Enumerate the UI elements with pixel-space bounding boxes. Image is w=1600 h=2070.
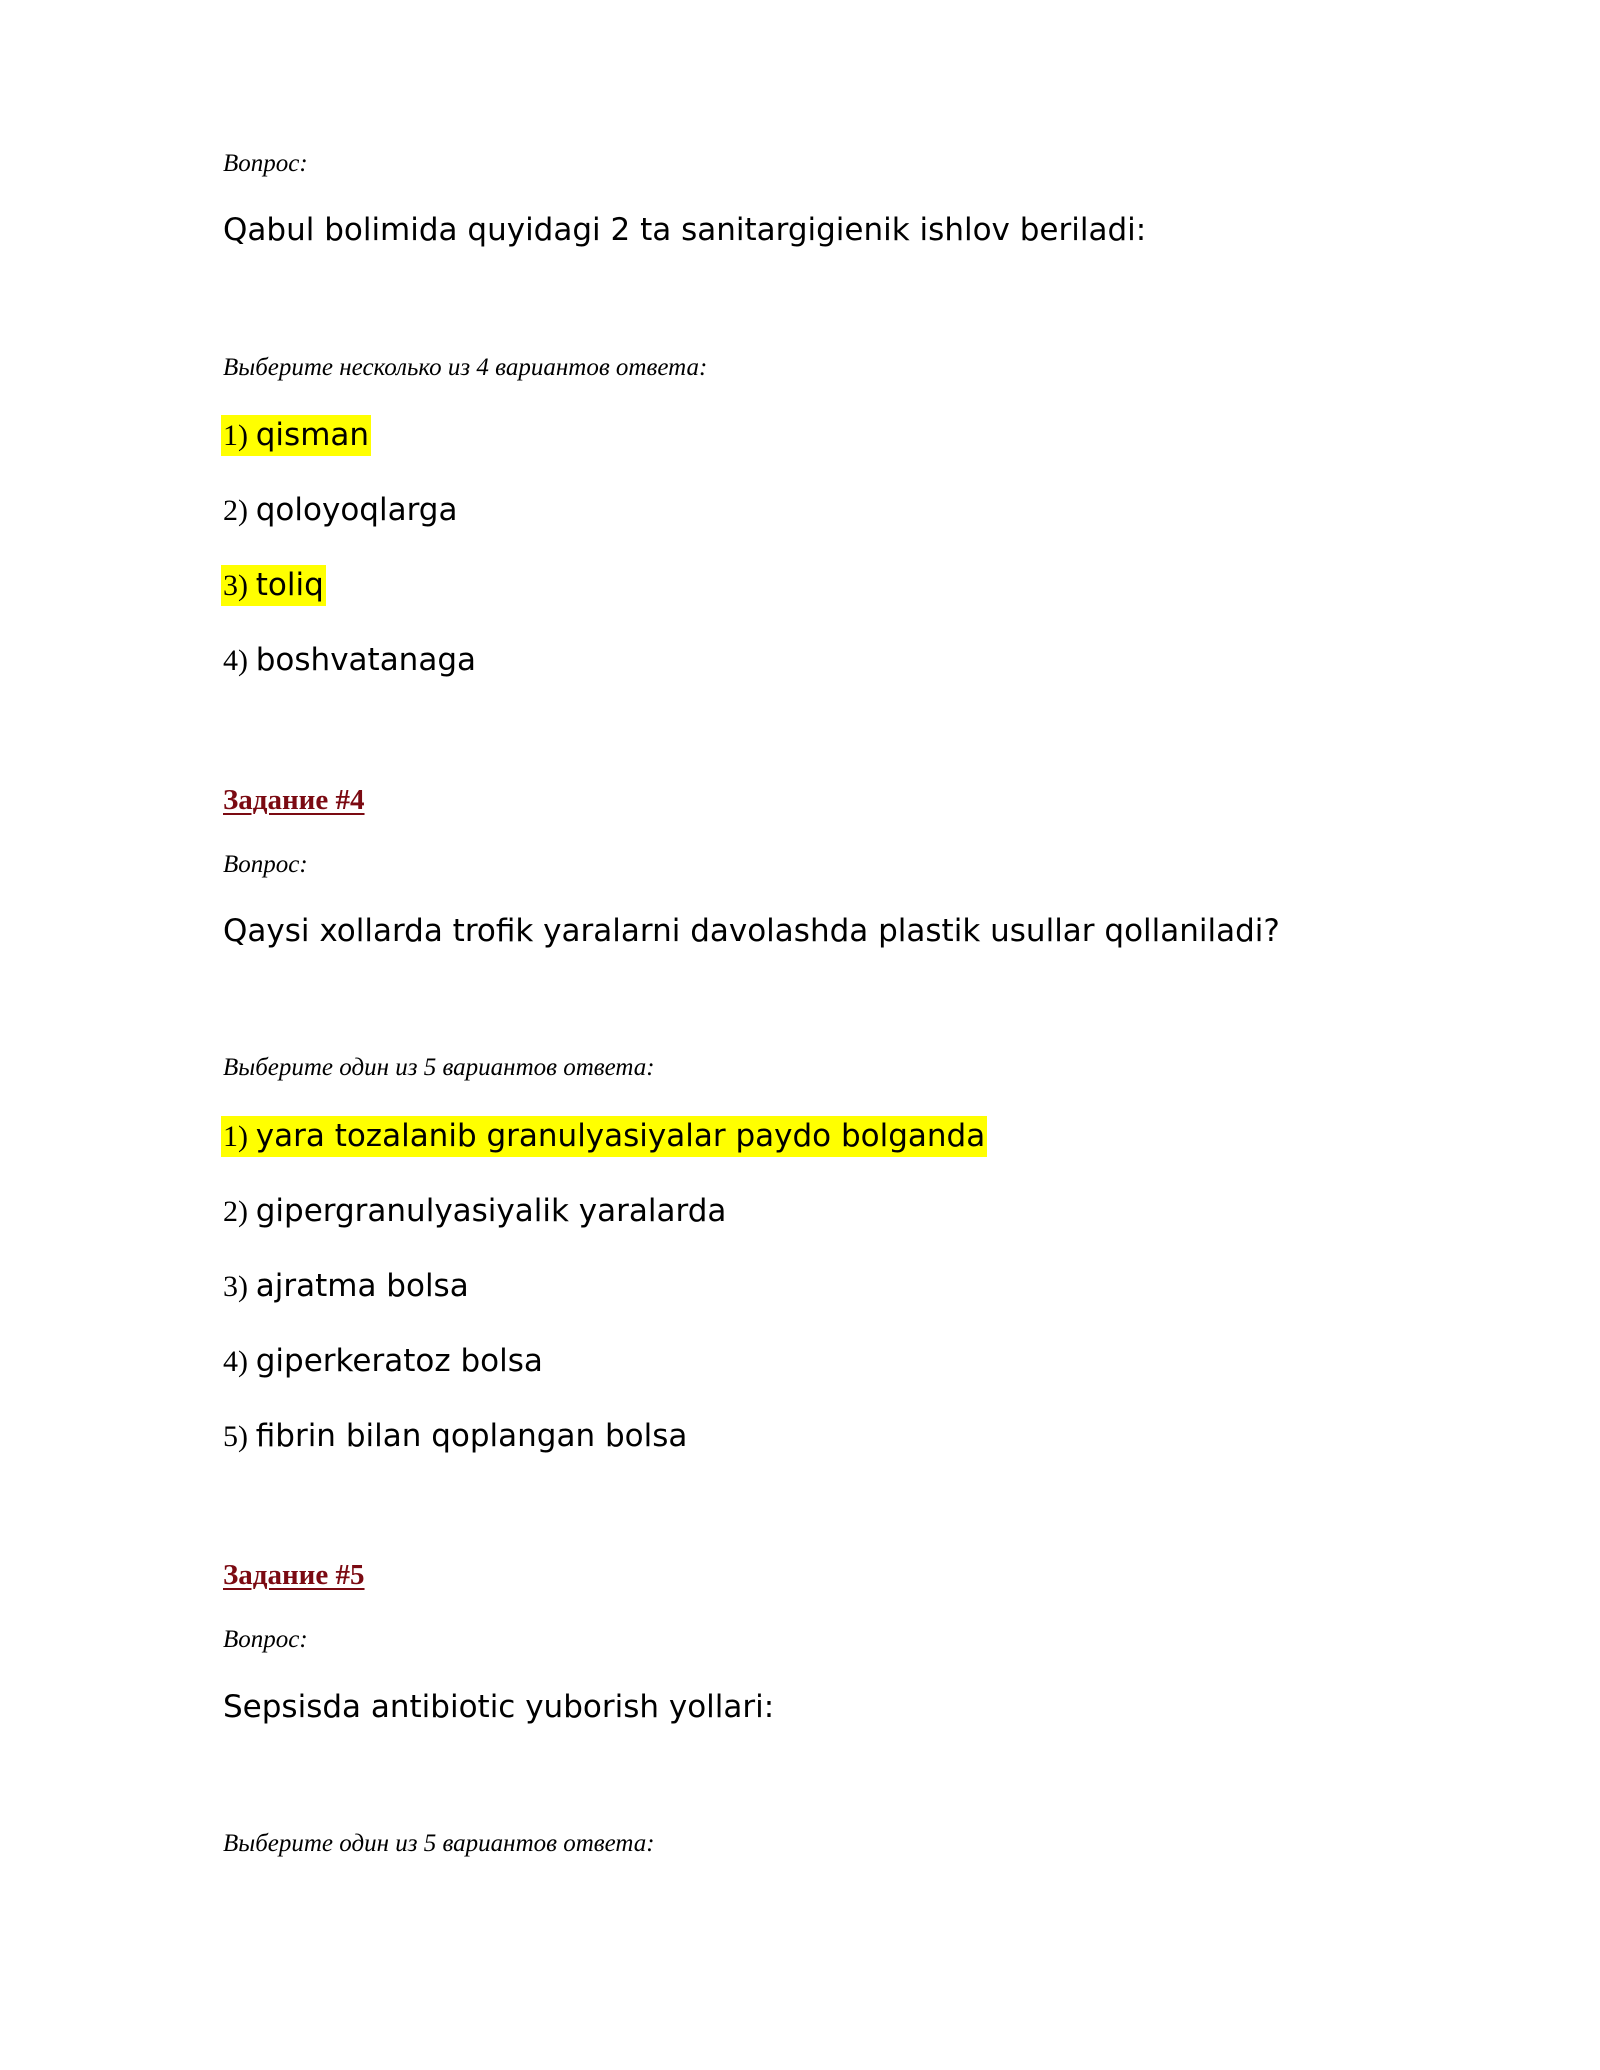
question-label: Вопрос: (223, 1626, 308, 1653)
answer-option (223, 565, 326, 606)
answer-option (223, 415, 371, 456)
option-text: boshvatanaga (255, 642, 477, 678)
option-text: gipergranulyasiyalik yaralarda (255, 1193, 727, 1229)
task-heading: Задание #5 (223, 1559, 365, 1591)
option-number: 1) (223, 1120, 248, 1153)
option-text: giperkeratoz bolsa (255, 1343, 543, 1379)
option-number: 5) (223, 1420, 248, 1453)
answer-option (223, 1116, 987, 1157)
option-text: toliq (255, 567, 324, 603)
option-text: yara tozalanib granulyasiyalar paydo bolganda (255, 1118, 986, 1154)
option-text: qoloyoqlarga (255, 492, 458, 528)
answer-option (223, 490, 457, 531)
answer-instruction: Выберите несколько из 4 вариантов ответа: (223, 354, 708, 381)
answer-option (223, 1341, 543, 1382)
answer-option (223, 640, 476, 681)
question-label: Вопрос: (223, 851, 308, 878)
option-number: 3) (223, 569, 248, 602)
question-label: Вопрос: (223, 150, 308, 177)
option-number: 2) (223, 494, 248, 527)
option-number: 3) (223, 1270, 248, 1303)
answer-instruction: Выберите один из 5 вариантов ответа: (223, 1054, 655, 1081)
question-text: Qaysi xollarda trofik yaralarni davolashda plastik usullar qollaniladi? (223, 913, 1280, 949)
option-text: qisman (255, 417, 370, 453)
answer-instruction: Выберите один из 5 вариантов ответа: (223, 1830, 655, 1857)
option-number: 4) (223, 644, 248, 677)
option-text: fibrin bilan qoplangan bolsa (255, 1418, 688, 1454)
option-number: 1) (223, 419, 248, 452)
question-text: Qabul bolimida quyidagi 2 ta sanitargigienik ishlov beriladi: (223, 212, 1147, 248)
answer-option (223, 1416, 687, 1457)
option-number: 2) (223, 1195, 248, 1228)
answer-highlight (221, 565, 326, 606)
question-text: Sepsisda antibiotic yuborish yollari: (223, 1689, 775, 1725)
answer-option (223, 1191, 726, 1232)
option-text: ajratma bolsa (255, 1268, 469, 1304)
answer-option (223, 1266, 469, 1307)
answer-highlight (221, 1116, 987, 1157)
answer-highlight (221, 415, 371, 456)
option-number: 4) (223, 1345, 248, 1378)
task-heading: Задание #4 (223, 784, 365, 816)
